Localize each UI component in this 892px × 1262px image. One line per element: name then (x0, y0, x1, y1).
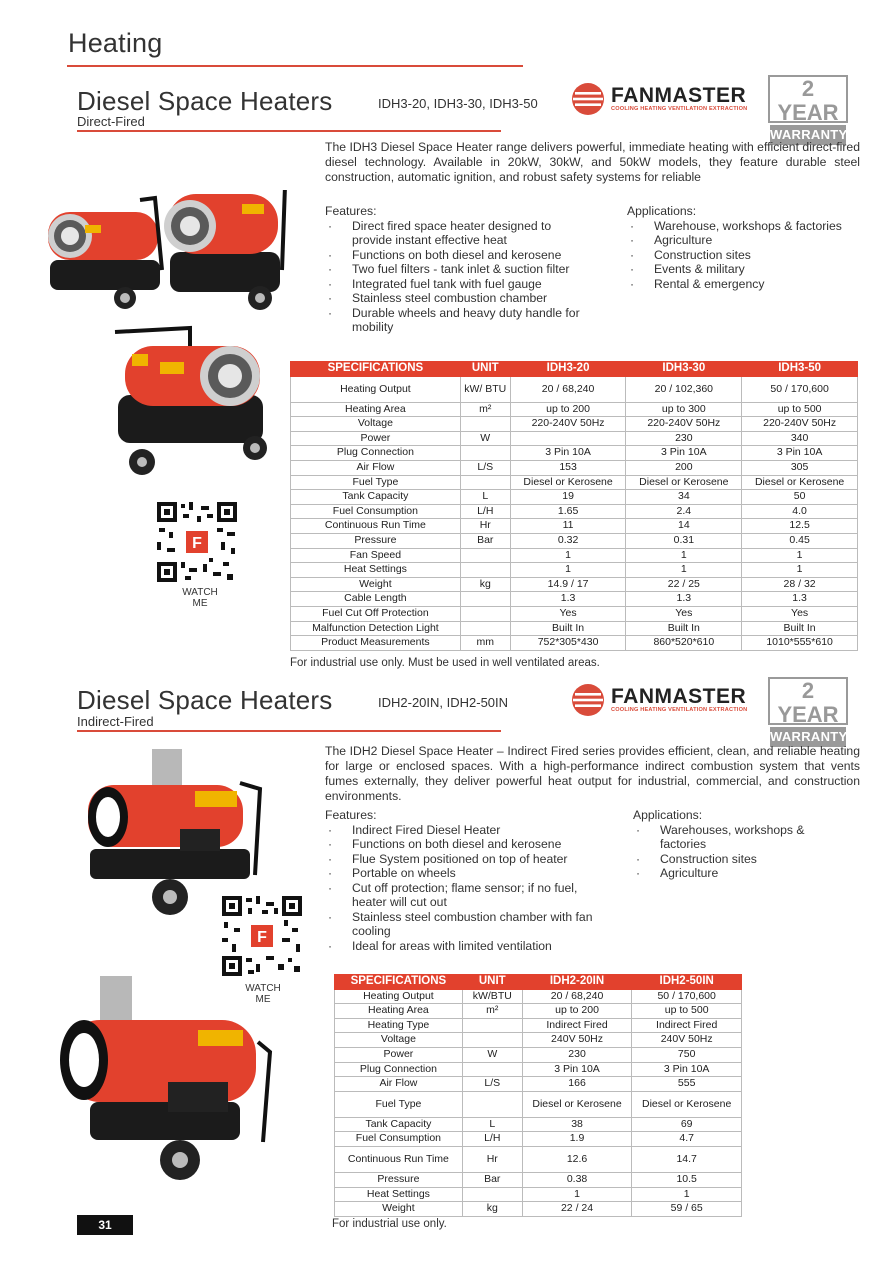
spec-value-cell: L (460, 490, 510, 505)
spec-header-cell: SPECIFICATIONS (291, 362, 461, 377)
table-row (291, 548, 858, 563)
spec-value-cell: 1 (510, 548, 626, 563)
table-row (335, 1062, 742, 1077)
product-1-title: Diesel Space Heaters (77, 86, 333, 116)
feature-item: · Durable wheels and heavy duty handle for mobility (325, 306, 590, 335)
spec-value-cell: 34 (626, 490, 742, 505)
section-rule (67, 65, 523, 67)
watch-me-label[interactable]: WATCH ME (245, 983, 281, 1005)
feature-item: · Indirect Fired Diesel Heater (325, 823, 605, 838)
spec-value-cell: up to 200 (522, 1004, 632, 1019)
table-row (291, 592, 858, 607)
warranty-label: WARRANTY (770, 125, 846, 145)
spec-value-cell: L/H (462, 1132, 522, 1147)
feature-item: · Functions on both diesel and kerosene (325, 837, 605, 852)
spec-value-cell: 1 (742, 563, 858, 578)
spec-value-cell: mm (460, 636, 510, 651)
spec-value-cell: 10.5 (632, 1172, 742, 1187)
product-1-note: For industrial use only. Must be used in well ventilated areas. (290, 657, 600, 669)
table-row (335, 1172, 742, 1187)
spec-label-cell: Fuel Consumption (335, 1132, 463, 1147)
spec-value-cell: Yes (742, 606, 858, 621)
brand-name: FANMASTER (611, 685, 747, 708)
spec-label-cell: Plug Connection (291, 446, 461, 461)
spec-value-cell: 19 (510, 490, 626, 505)
table-row (335, 1187, 742, 1202)
spec-label-cell: Tank Capacity (291, 490, 461, 505)
spec-value-cell: kg (462, 1202, 522, 1217)
features-title: Features: (325, 808, 377, 822)
product-1-applications (627, 204, 867, 291)
product-2-spec-table (334, 974, 742, 1217)
spec-value-cell: Diesel or Kerosene (522, 1091, 632, 1117)
applications-title: Applications: (633, 808, 703, 822)
spec-value-cell: 750 (632, 1047, 742, 1062)
table-row (291, 563, 858, 578)
table-row (291, 636, 858, 651)
spec-value-cell: m² (462, 1004, 522, 1019)
product-2-models: IDH2-20IN, IDH2-50IN (378, 695, 509, 710)
application-item: · Events & military (627, 262, 867, 277)
spec-value-cell: 0.38 (522, 1172, 632, 1187)
spec-label-cell: Fuel Cut Off Protection (291, 606, 461, 621)
spec-value-cell: 1.3 (742, 592, 858, 607)
section-title: Heating (68, 28, 163, 58)
spec-value-cell: 1.3 (510, 592, 626, 607)
table-row (291, 417, 858, 432)
spec-value-cell: 1.65 (510, 504, 626, 519)
spec-value-cell: 14 (626, 519, 742, 534)
application-item: · Warehouse, workshops & factories (627, 219, 867, 234)
spec-value-cell: 340 (742, 431, 858, 446)
spec-value-cell: 2.4 (626, 504, 742, 519)
spec-value-cell (460, 592, 510, 607)
spec-value-cell: Hr (460, 519, 510, 534)
feature-item: · Two fuel filters - tank inlet & suction filter (325, 262, 590, 277)
spec-value-cell: 59 / 65 (632, 1202, 742, 1217)
spec-value-cell: 1 (510, 563, 626, 578)
brand-logo-2 (571, 683, 747, 717)
spec-table-header (291, 362, 858, 377)
spec-value-cell: 1 (742, 548, 858, 563)
spec-table-header (335, 975, 742, 990)
warranty-label: WARRANTY (770, 727, 846, 747)
table-row (291, 533, 858, 548)
spec-label-cell: Continuous Run Time (291, 519, 461, 534)
spec-value-cell (510, 431, 626, 446)
spec-value-cell: 1 (626, 548, 742, 563)
spec-label-cell: Fan Speed (291, 548, 461, 563)
spec-value-cell: 860*520*610 (626, 636, 742, 651)
product-2-applications (633, 808, 833, 881)
spec-label-cell: Voltage (335, 1033, 463, 1048)
spec-value-cell: m² (460, 402, 510, 417)
spec-value-cell: 50 / 170,600 (632, 989, 742, 1004)
spec-value-cell: kW/ BTU (460, 376, 510, 402)
warranty-years: 2 YEAR (777, 76, 839, 125)
spec-value-cell: Built In (742, 621, 858, 636)
product-1-spec-table (290, 361, 858, 651)
product-1-features (325, 204, 610, 335)
warranty-badge-1 (768, 75, 848, 142)
direct-fired-heater-image (40, 190, 290, 490)
warranty-years: 2 YEAR (777, 678, 839, 727)
application-item: · Warehouses, workshops & factories (633, 823, 833, 852)
spec-label-cell: Plug Connection (335, 1062, 463, 1077)
svg-text:F: F (192, 535, 202, 552)
spec-value-cell: 1010*555*610 (742, 636, 858, 651)
spec-header-cell: UNIT (462, 975, 522, 990)
product-2-title: Diesel Space Heaters (77, 685, 333, 715)
spec-label-cell: Cable Length (291, 592, 461, 607)
spec-label-cell: Heating Type (335, 1018, 463, 1033)
spec-value-cell: 220-240V 50Hz (510, 417, 626, 432)
spec-value-cell: 28 / 32 (742, 577, 858, 592)
product-1-models: IDH3-20, IDH3-30, IDH3-50 (378, 96, 538, 111)
table-row (291, 577, 858, 592)
spec-value-cell: Hr (462, 1146, 522, 1172)
table-row (335, 1077, 742, 1092)
watch-me-label[interactable]: WATCH ME (182, 587, 218, 609)
spec-label-cell: Air Flow (335, 1077, 463, 1092)
spec-value-cell (460, 417, 510, 432)
table-row (291, 606, 858, 621)
feature-item: · Functions on both diesel and kerosene (325, 248, 590, 263)
spec-header-cell: IDH3-20 (510, 362, 626, 377)
product-2-subtitle: Indirect-Fired (77, 714, 154, 729)
spec-value-cell: 1 (632, 1187, 742, 1202)
spec-value-cell: Diesel or Kerosene (626, 475, 742, 490)
spec-value-cell: 14.9 / 17 (510, 577, 626, 592)
spec-value-cell (460, 563, 510, 578)
spec-label-cell: Product Measurements (291, 636, 461, 651)
product-1-intro: The IDH3 Diesel Space Heater range delivers powerful, immediate heating with efficient direct-fired diesel technology. Available in 20kW, 30kW, and 50kW models, they feature durable steel construction, automatic ignition, and robust safety systems for reliable (325, 140, 860, 184)
table-row (291, 431, 858, 446)
spec-value-cell: 3 Pin 10A (522, 1062, 632, 1077)
table-row (335, 1146, 742, 1172)
spec-value-cell: 1 (522, 1187, 632, 1202)
spec-value-cell: 555 (632, 1077, 742, 1092)
spec-header-cell: IDH2-50IN (632, 975, 742, 990)
spec-value-cell: 230 (522, 1047, 632, 1062)
spec-value-cell: up to 300 (626, 402, 742, 417)
table-row (291, 376, 858, 402)
spec-value-cell: 166 (522, 1077, 632, 1092)
spec-value-cell: L (462, 1117, 522, 1132)
spec-value-cell: Indirect Fired (522, 1018, 632, 1033)
spec-value-cell (460, 621, 510, 636)
spec-value-cell: 220-240V 50Hz (742, 417, 858, 432)
spec-value-cell: Yes (626, 606, 742, 621)
application-item: · Construction sites (633, 852, 833, 867)
spec-label-cell: Voltage (291, 417, 461, 432)
applications-title: Applications: (627, 204, 697, 218)
spec-label-cell: Weight (335, 1202, 463, 1217)
table-row (291, 519, 858, 534)
spec-label-cell: Air Flow (291, 460, 461, 475)
spec-value-cell (460, 446, 510, 461)
spec-label-cell: Pressure (335, 1172, 463, 1187)
table-row (291, 621, 858, 636)
feature-item: · Direct fired space heater designed to provide instant effective heat (325, 219, 590, 248)
table-row (335, 1091, 742, 1117)
spec-header-cell: IDH3-30 (626, 362, 742, 377)
spec-value-cell: 1 (626, 563, 742, 578)
spec-value-cell: Built In (626, 621, 742, 636)
spec-value-cell: 12.5 (742, 519, 858, 534)
spec-value-cell: Diesel or Kerosene (510, 475, 626, 490)
spec-header-cell: UNIT (460, 362, 510, 377)
spec-value-cell: 153 (510, 460, 626, 475)
spec-value-cell: L/H (460, 504, 510, 519)
spec-value-cell: 4.0 (742, 504, 858, 519)
page-number: 31 (77, 1215, 133, 1235)
table-row (291, 504, 858, 519)
svg-text:F: F (257, 929, 267, 946)
spec-header-cell: SPECIFICATIONS (335, 975, 463, 990)
spec-label-cell: Heating Area (291, 402, 461, 417)
table-row (291, 446, 858, 461)
qr-code-icon[interactable] (222, 896, 302, 976)
table-row (291, 475, 858, 490)
spec-value-cell: 3 Pin 10A (626, 446, 742, 461)
spec-label-cell: Heat Settings (291, 563, 461, 578)
spec-value-cell (462, 1033, 522, 1048)
spec-label-cell: Heat Settings (335, 1187, 463, 1202)
table-row (291, 460, 858, 475)
spec-value-cell: 1.3 (626, 592, 742, 607)
feature-item: · Stainless steel combustion chamber (325, 291, 590, 306)
qr-code-icon[interactable] (157, 502, 237, 582)
spec-value-cell: L/S (462, 1077, 522, 1092)
application-item: · Rental & emergency (627, 277, 867, 292)
spec-header-cell: IDH2-20IN (522, 975, 632, 990)
spec-value-cell: Diesel or Kerosene (742, 475, 858, 490)
table-row (335, 1004, 742, 1019)
spec-value-cell: Bar (460, 533, 510, 548)
feature-item: · Portable on wheels (325, 866, 605, 881)
spec-value-cell: 50 (742, 490, 858, 505)
fanmaster-logo-icon (571, 82, 605, 116)
spec-value-cell (460, 475, 510, 490)
spec-label-cell: Weight (291, 577, 461, 592)
spec-label-cell: Fuel Type (335, 1091, 463, 1117)
spec-label-cell: Fuel Consumption (291, 504, 461, 519)
product-2-note: For industrial use only. (332, 1218, 447, 1230)
spec-value-cell: kW/BTU (462, 989, 522, 1004)
spec-value-cell: 240V 50Hz (522, 1033, 632, 1048)
spec-value-cell: up to 200 (510, 402, 626, 417)
spec-value-cell: 220-240V 50Hz (626, 417, 742, 432)
spec-value-cell: up to 500 (632, 1004, 742, 1019)
table-row (335, 1202, 742, 1217)
spec-value-cell: 3 Pin 10A (510, 446, 626, 461)
application-item: · Agriculture (627, 233, 867, 248)
spec-value-cell (460, 606, 510, 621)
table-row (335, 1018, 742, 1033)
spec-value-cell: Built In (510, 621, 626, 636)
spec-value-cell: 0.45 (742, 533, 858, 548)
feature-item: · Integrated fuel tank with fuel gauge (325, 277, 590, 292)
spec-header-cell: IDH3-50 (742, 362, 858, 377)
spec-value-cell: Yes (510, 606, 626, 621)
spec-label-cell: Heating Output (291, 376, 461, 402)
spec-value-cell (460, 548, 510, 563)
spec-value-cell: 240V 50Hz (632, 1033, 742, 1048)
feature-item: · Ideal for areas with limited ventilation (325, 939, 605, 954)
application-item: · Construction sites (627, 248, 867, 263)
spec-label-cell: Power (335, 1047, 463, 1062)
application-item: · Agriculture (633, 866, 833, 881)
spec-label-cell: Power (291, 431, 461, 446)
spec-value-cell: kg (460, 577, 510, 592)
spec-value-cell: L/S (460, 460, 510, 475)
spec-value-cell: 50 / 170,600 (742, 376, 858, 402)
brand-logo-1 (571, 82, 747, 116)
spec-value-cell (462, 1062, 522, 1077)
spec-value-cell (462, 1187, 522, 1202)
spec-value-cell: 38 (522, 1117, 632, 1132)
brand-name: FANMASTER (611, 84, 747, 107)
spec-value-cell: 20 / 102,360 (626, 376, 742, 402)
table-row (291, 402, 858, 417)
spec-value-cell: 0.32 (510, 533, 626, 548)
feature-item: · Cut off protection; flame sensor; if no fuel, heater will cut out (325, 881, 605, 910)
spec-value-cell: up to 500 (742, 402, 858, 417)
table-row (335, 1033, 742, 1048)
spec-value-cell: W (460, 431, 510, 446)
spec-value-cell: 11 (510, 519, 626, 534)
spec-value-cell: 0.31 (626, 533, 742, 548)
spec-value-cell: 305 (742, 460, 858, 475)
table-row (335, 989, 742, 1004)
spec-label-cell: Tank Capacity (335, 1117, 463, 1132)
fanmaster-logo-icon (571, 683, 605, 717)
spec-value-cell (462, 1018, 522, 1033)
spec-label-cell: Heating Area (335, 1004, 463, 1019)
table-row (335, 1132, 742, 1147)
spec-value-cell: 3 Pin 10A (632, 1062, 742, 1077)
table-row (291, 490, 858, 505)
spec-value-cell: 752*305*430 (510, 636, 626, 651)
product-1-rule (77, 130, 501, 132)
table-row (335, 1047, 742, 1062)
spec-value-cell: Bar (462, 1172, 522, 1187)
spec-label-cell: Heating Output (335, 989, 463, 1004)
spec-value-cell: 22 / 24 (522, 1202, 632, 1217)
spec-value-cell: Indirect Fired (632, 1018, 742, 1033)
product-1-subtitle: Direct-Fired (77, 114, 145, 129)
feature-item: · Stainless steel combustion chamber with fan cooling (325, 910, 605, 939)
spec-value-cell: 230 (626, 431, 742, 446)
feature-item: · Flue System positioned on top of heater (325, 852, 605, 867)
spec-value-cell (462, 1091, 522, 1117)
spec-value-cell: 4.7 (632, 1132, 742, 1147)
spec-value-cell: 12.6 (522, 1146, 632, 1172)
spec-label-cell: Fuel Type (291, 475, 461, 490)
product-2-features (325, 808, 615, 953)
spec-value-cell: 1.9 (522, 1132, 632, 1147)
warranty-badge-2 (768, 677, 848, 744)
features-title: Features: (325, 204, 377, 218)
table-row (335, 1117, 742, 1132)
brand-tagline: COOLING HEATING VENTILATION EXTRACTION (611, 106, 748, 112)
spec-value-cell: 20 / 68,240 (522, 989, 632, 1004)
product-2-rule (77, 730, 501, 732)
spec-label-cell: Continuous Run Time (335, 1146, 463, 1172)
spec-value-cell: W (462, 1047, 522, 1062)
product-2-intro: The IDH2 Diesel Space Heater – Indirect Fired series provides efficient, clean, and reliable heating for large or enclosed spaces. With a high-performance indirect combustion system that vents fumes externally, they deliver powerful heat output for industrial, commercial, and construction environments. (325, 744, 860, 803)
spec-value-cell: 14.7 (632, 1146, 742, 1172)
spec-value-cell: 69 (632, 1117, 742, 1132)
brand-tagline: COOLING HEATING VENTILATION EXTRACTION (611, 707, 748, 713)
spec-value-cell: 3 Pin 10A (742, 446, 858, 461)
spec-value-cell: 22 / 25 (626, 577, 742, 592)
spec-label-cell: Pressure (291, 533, 461, 548)
spec-value-cell: 20 / 68,240 (510, 376, 626, 402)
spec-label-cell: Malfunction Detection Light (291, 621, 461, 636)
spec-value-cell: Diesel or Kerosene (632, 1091, 742, 1117)
spec-value-cell: 200 (626, 460, 742, 475)
